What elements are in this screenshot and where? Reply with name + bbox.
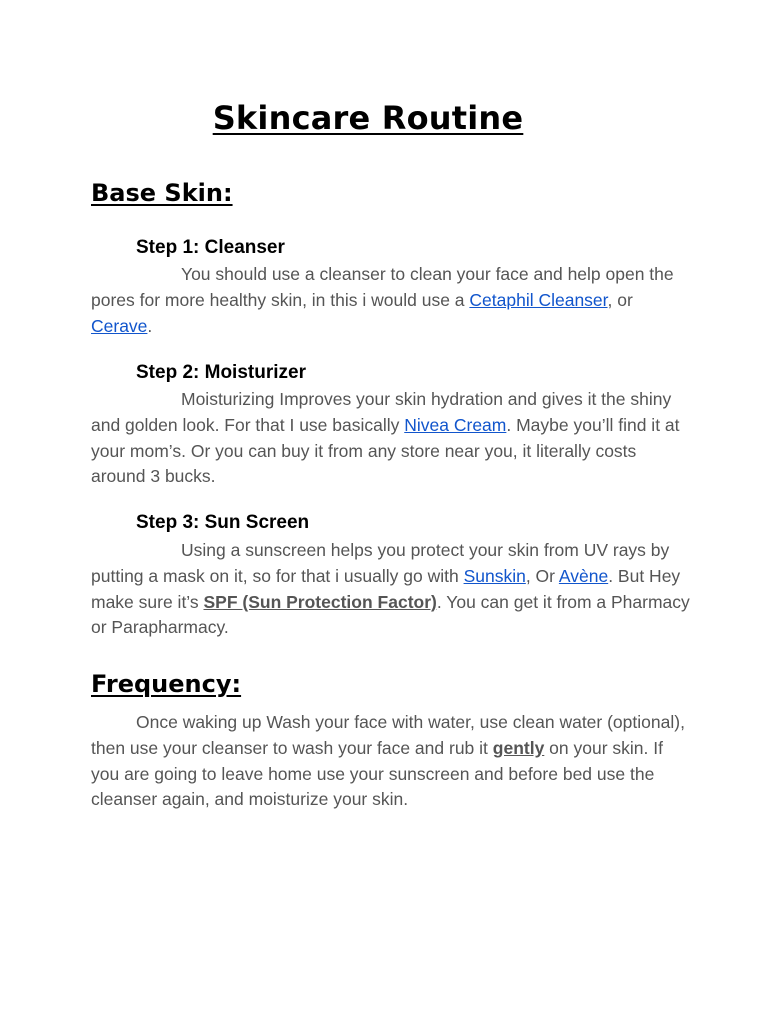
step-2-text-b: . Maybe you’ll find it at your mom’s. Or you can buy it from any store near you, it literally costs around 3 bucks. [91, 414, 680, 487]
frequency-text-b: on your skin. If you are going to leave home use your sunscreen and before bed use the cleanser again, and moisturize your skin. [91, 737, 663, 810]
page-title: Skincare Routine [212, 99, 524, 137]
section-heading-frequency: Frequency: [91, 670, 242, 698]
step-2-title: Step 2: Moisturizer [136, 362, 306, 383]
frequency-paragraph [91, 710, 691, 813]
frequency-text-a: Once waking up Wash your face with water, use clean water (optional), then use your cleanser to wash your face and rub it [91, 712, 685, 758]
step-1-paragraph [91, 262, 691, 339]
nivea-cream-link[interactable]: Nivea Cream [404, 414, 507, 435]
avene-link[interactable]: Avène [558, 565, 609, 586]
step-1-text-b: , or [607, 289, 633, 310]
step-3-title: Step 3: Sun Screen [136, 512, 310, 533]
spf-emphasis: SPF (Sun Protection Factor) [203, 591, 437, 612]
gently-emphasis: gently [492, 737, 545, 758]
cerave-link[interactable]: Cerave [91, 315, 148, 336]
step-3-text-b: , Or [525, 565, 559, 586]
step-2-text-a: Moisturizing Improves your skin hydration and gives it the shiny and golden look. For that I use basically [91, 389, 672, 435]
sunskin-link[interactable]: Sunskin [463, 565, 526, 586]
section-heading-base-skin: Base Skin: [91, 179, 233, 207]
step-3-text-d: . You can get it from a Pharmacy or Parapharmacy. [91, 591, 690, 638]
step-3-paragraph [91, 538, 691, 641]
step-1-text-c: . [147, 315, 153, 336]
cetaphil-cleanser-link[interactable]: Cetaphil Cleanser [469, 289, 608, 310]
step-3-text-a: Using a sunscreen helps you protect your skin from UV rays by putting a mask on it, so for that i usually go with [91, 540, 670, 586]
step-1-title: Step 1: Cleanser [136, 237, 285, 258]
step-1-text-a: You should use a cleanser to clean your face and help open the pores for more healthy skin, in this i would use a [91, 264, 674, 310]
step-3-text-c: . But Hey make sure it’s [91, 565, 681, 612]
step-2-paragraph [91, 387, 691, 490]
